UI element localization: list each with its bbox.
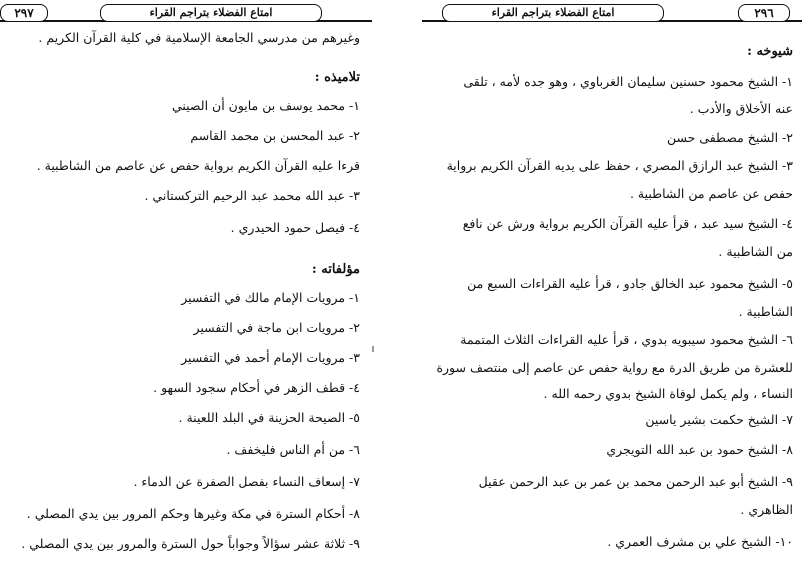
student-line: ٣- عبد الله محمد عبد الرحيم التركستاني .	[144, 188, 360, 203]
left-running-header	[0, 4, 372, 22]
work-item: ٣- مرويات الإمام أحمد في التفسير	[181, 350, 360, 365]
students-heading: تلاميذه :	[314, 70, 360, 85]
teacher-line: الشاطبية .	[738, 304, 793, 319]
left-page	[0, 0, 372, 574]
left-top-line: وغيرهم من مدرسي الجامعة الإسلامية في كلية القرآن الكريم .	[38, 30, 360, 45]
gutter-mark	[372, 346, 374, 352]
work-item: ٨- أحكام السترة في مكة وغيرها وحكم المرور بين يدي المصلي .	[26, 506, 360, 521]
work-item: ٦- من أم الناس فليخفف .	[226, 442, 360, 457]
left-header-title: امتاع الفضلاء بتراجم القراء	[100, 4, 322, 22]
teacher-line: ٥- الشيخ محمود عبد الخالق جادو ، قرأ عليه القراءات السبع من	[467, 276, 793, 291]
teacher-line: الظاهري .	[740, 502, 793, 517]
student-line: ٢- عبد المحسن بن محمد القاسم	[190, 128, 360, 143]
work-item: ٥- الصيحة الحزينة في البلد اللعينة .	[178, 410, 360, 425]
work-item: ٢- مرويات ابن ماجة في التفسير	[193, 320, 360, 335]
right-header-title: امتاع الفضلاء بتراجم القراء	[442, 4, 664, 22]
teacher-line: حفص عن عاصم من الشاطبية .	[629, 186, 793, 201]
teacher-line: ٤- الشيخ سيد عبد ، قرأ عليه القرآن الكريم برواية ورش عن نافع	[462, 216, 793, 231]
teacher-line: من الشاطبية .	[718, 244, 793, 259]
student-line: ٤- فيصل حمود الحيدري .	[230, 220, 360, 235]
teacher-line: عنه الأخلاق والأدب .	[689, 101, 793, 116]
teacher-line: النساء ، ولم يكمل لوفاة الشيخ بدوي رحمه الله .	[543, 386, 793, 401]
left-page-number: ٢٩٧	[0, 4, 48, 22]
teacher-line: للعشرة من طريق الدرة مع رواية حفص عن عاصم إلى منتصف سورة	[436, 360, 793, 375]
right-running-header	[422, 4, 802, 22]
work-item: ٧- إسعاف النساء بفصل الصفرة عن الدماء .	[133, 474, 360, 489]
works-heading: مؤلفاته :	[311, 262, 360, 277]
right-page	[410, 0, 805, 574]
teacher-line: ١- الشيخ محمود حسنين سليمان الغرباوي ، وهو جده لأمه ، تلقى	[463, 74, 793, 89]
teachers-heading: شيوخه :	[747, 44, 793, 59]
teacher-line: ٢- الشيخ مصطفى حسن	[666, 130, 793, 145]
teacher-line: ٧- الشيخ حكمت بشير ياسين	[645, 412, 793, 427]
student-line: ١- محمد يوسف بن مايون أن الصيني	[171, 98, 360, 113]
work-item: ٩- ثلاثة عشر سؤالاً وجواباً حول السترة والمرور بين يدي المصلي .	[21, 536, 360, 551]
teacher-line: ٦- الشيخ محمود سيبويه بدوي ، قرأ عليه القراءات الثلاث المتممة	[460, 332, 793, 347]
work-item: ١- مرويات الإمام مالك في التفسير	[181, 290, 360, 305]
teacher-line: ١٠- الشيخ علي بن مشرف العمري .	[607, 534, 793, 549]
work-item: ٤- قطف الزهر في أحكام سجود السهو .	[153, 380, 360, 395]
teacher-line: ٣- الشيخ عبد الرازق المصري ، حفظ على يديه القرآن الكريم برواية	[446, 158, 793, 173]
student-line: قرءا عليه القرآن الكريم برواية حفص عن عاصم من الشاطبية .	[36, 158, 360, 173]
teacher-line: ٨- الشيخ حمود بن عبد الله التويجري	[606, 442, 793, 457]
right-page-number: ٢٩٦	[738, 4, 790, 22]
teacher-line: ٩- الشيخ أبو عبد الرحمن محمد بن عمر بن عبد الرحمن عقيل	[478, 474, 793, 489]
